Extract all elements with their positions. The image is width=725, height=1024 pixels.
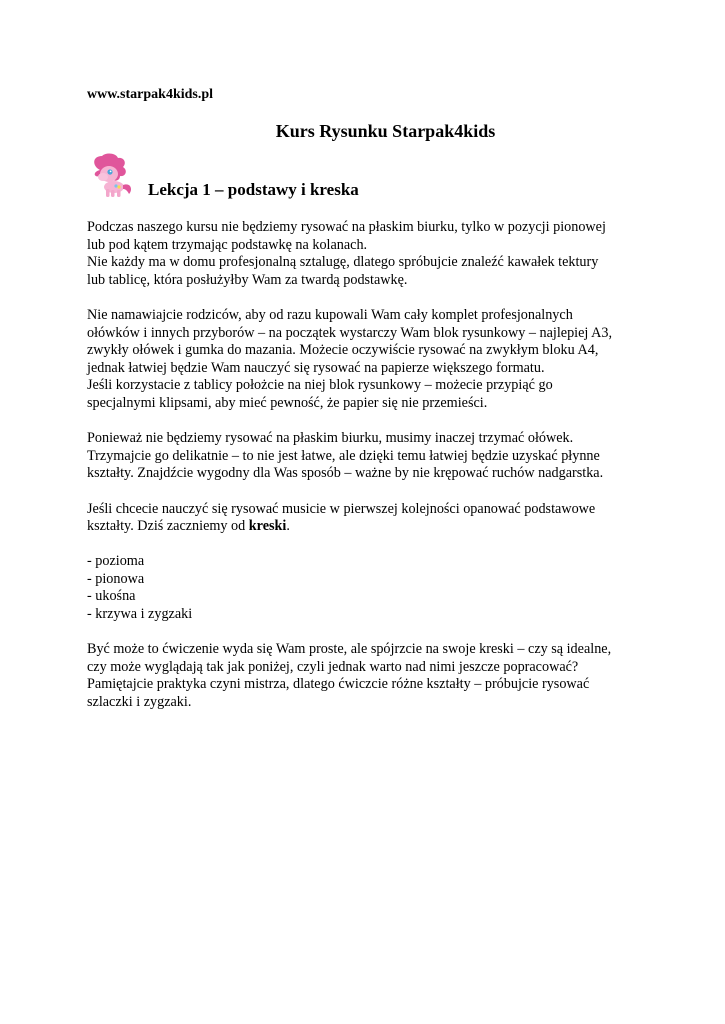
paragraph-line: Pamiętajcie praktyka czyni mistrza, dlatego ćwiczcie różne kształty – próbujcie rysować [87, 676, 590, 693]
website-url: www.starpak4kids.pl [87, 87, 214, 102]
paragraph-text: . [286, 518, 290, 535]
paragraph-line: Podczas naszego kursu nie będziemy rysować na płaskim biurku, tylko w pozycji pionowej [87, 219, 606, 235]
paragraph-line: specjalnymi klipsami, aby mieć pewność, że papier się nie przemieści. [87, 394, 488, 411]
list-item: - ukośna [87, 588, 136, 605]
paragraph-1 [87, 219, 647, 289]
paragraph-line: Trzymajcie go delikatnie – to nie jest łatwe, ale dzięki temu łatwiej będzie uzyskać płynne [87, 447, 600, 464]
line-types-list [87, 553, 647, 623]
paragraph-text: kształty. Dziś zaczniemy od [87, 518, 249, 535]
paragraph-line: ołówków i innych przyborów – na początek wystarczy Wam blok rysunkowy – najlepiej A3, [87, 324, 612, 341]
paragraph-line: Nie każdy ma w domu profesjonalną sztalugę, dlatego spróbujcie znaleźć kawałek tektury [87, 254, 599, 271]
paragraph-line: Jeśli korzystacie z tablicy położcie na niej blok rysunkowy – możecie przypiąć go [87, 377, 553, 394]
lesson-body [87, 219, 647, 712]
paragraph-line: szlaczki i zygzaki. [87, 694, 192, 711]
paragraph-line: Nie namawiajcie rodziców, aby od razu kupowali Wam cały komplet profesjonalnych [87, 306, 573, 323]
paragraph-line: Być może to ćwiczenie wyda się Wam proste, ale spójrzcie na swoje kreski – czy są idealne, [87, 641, 612, 658]
pink-pony-icon [86, 152, 134, 198]
list-item: - pionowa [87, 570, 145, 587]
document-title [0, 120, 725, 142]
list-item: - krzywa i zygzaki [87, 606, 193, 623]
paragraph-line: jednak łatwiej będzie Wam nauczyć się rysować na papierze większego formatu. [87, 359, 545, 376]
paragraph-line: czy może wyglądają tak jak poniżej, czyli jednak warto nad nimi jeszcze popracować? [87, 658, 579, 675]
paragraph-4 [87, 501, 647, 536]
document-title-text: Kurs Rysunku Starpak4kids [275, 121, 496, 141]
paragraph-line: kształty. Znajdźcie wygodny dla Was sposób – ważne by nie krępować ruchów nadgarstka. [87, 465, 604, 482]
paragraph-line: zwykły ołówek i gumka do mazania. Możecie oczywiście rysować na zwykłym bloku A4, [87, 342, 599, 359]
emphasis-kreski: kreski [248, 518, 287, 535]
paragraph-5 [87, 641, 647, 711]
paragraph-2 [87, 307, 647, 413]
paragraph-line: lub tablicę, która posłużyłby Wam za twardą podstawkę. [87, 271, 408, 288]
lesson-title: Lekcja 1 – podstawy i kreska [148, 180, 359, 199]
paragraph-line [87, 518, 647, 536]
list-item: - pozioma [87, 553, 145, 570]
paragraph-line: Ponieważ nie będziemy rysować na płaskim biurku, musimy inaczej trzymać ołówek. [87, 430, 574, 447]
paragraph-3 [87, 430, 647, 483]
paragraph-line: Jeśli chcecie nauczyć się rysować musicie w pierwszej kolejności opanować podstawowe [87, 500, 596, 517]
paragraph-line: lub pod kątem trzymając podstawkę na kolanach. [87, 236, 368, 253]
